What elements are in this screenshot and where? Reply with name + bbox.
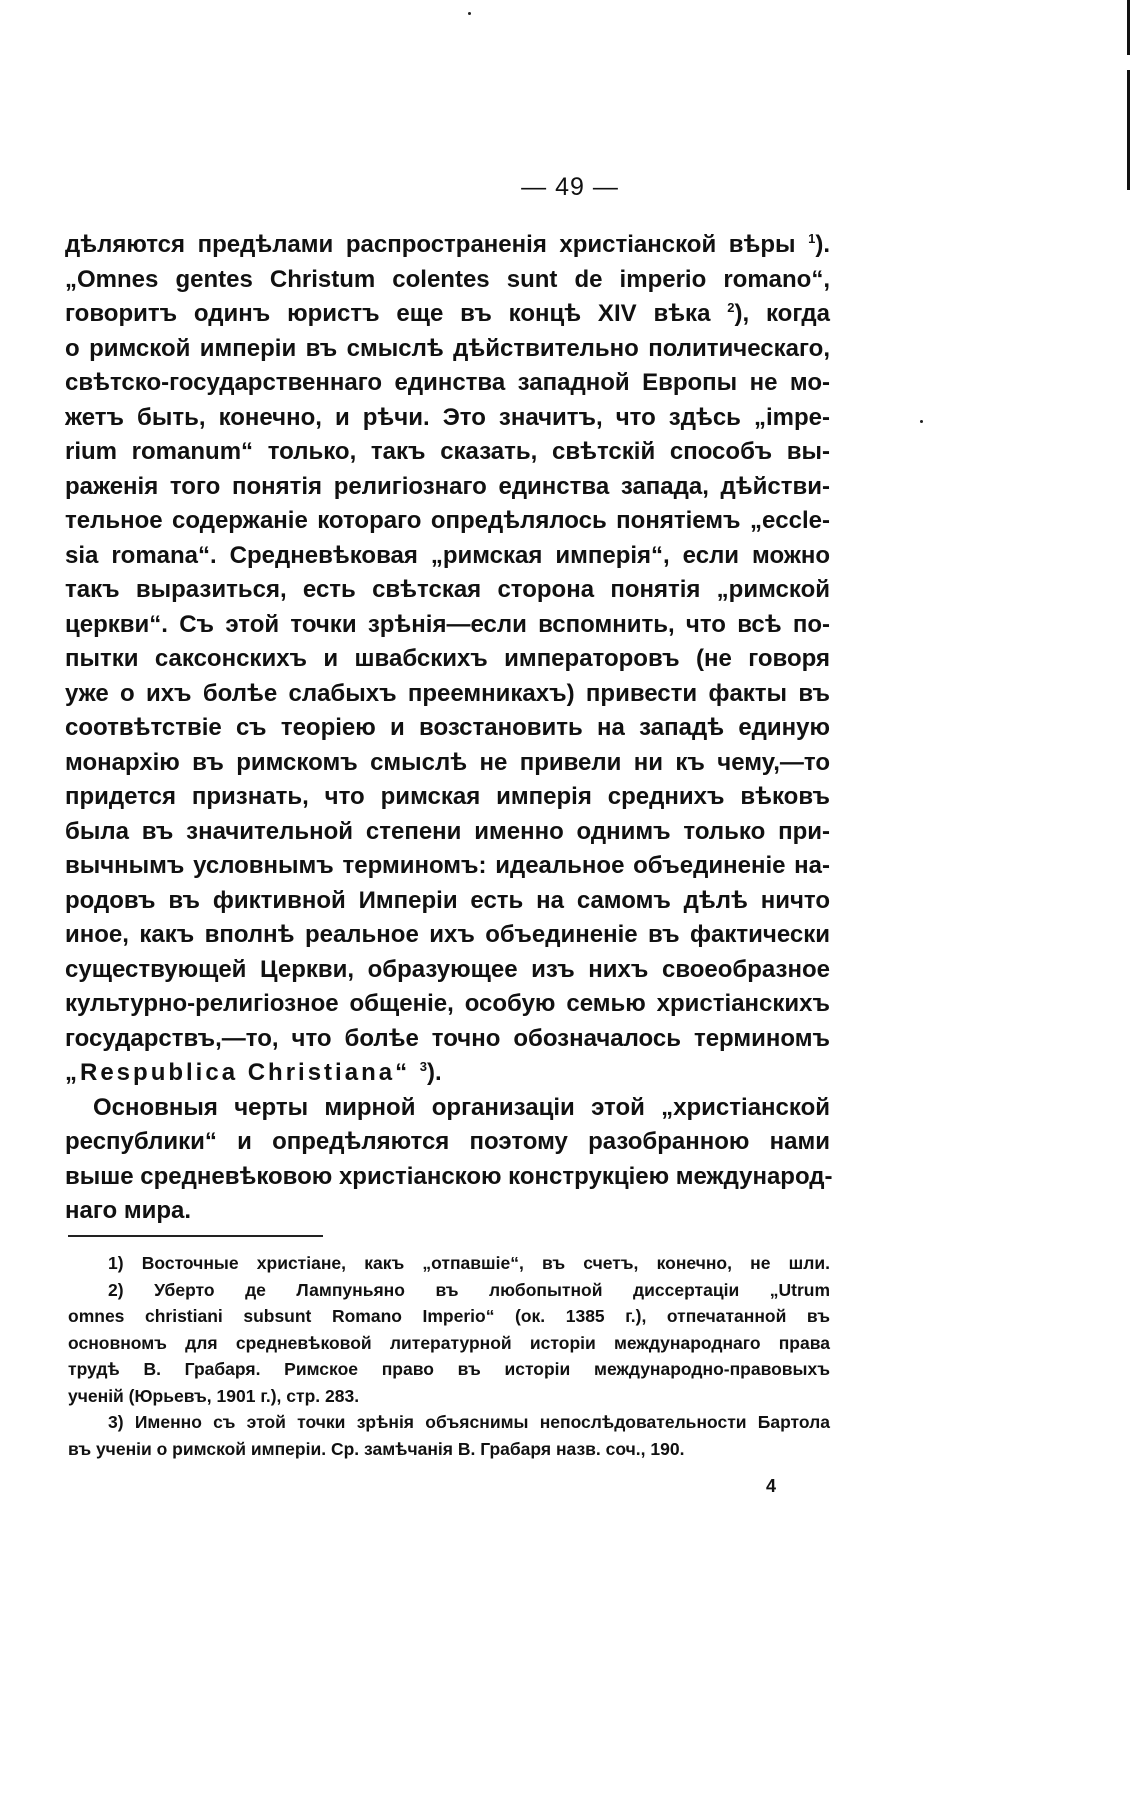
text-line: республики“ и опредѣляются поэтому разобранною нами (65, 1128, 830, 1155)
text-line: „Omnes gentes Christum colentes sunt de imperio romano“, (65, 265, 830, 293)
footnote-line: въ ученіи о римской имперіи. Ср. замѣчанія В. Грабаря назв. соч., 190. (68, 1438, 685, 1459)
footnote-line: omnes christiani subsunt Romano Imperio“ (ок. 1385 г.), отпечатанной въ (68, 1306, 830, 1326)
footnote-line: 3) Именно съ этой точки зрѣнія объяснимы непослѣдовательности Бартола (108, 1412, 830, 1432)
text-line: выше средневѣковою христіанскою конструкціею международ- (65, 1162, 833, 1190)
text-line: о римской имперіи въ смыслѣ дѣйствительно политическаго, (65, 334, 830, 362)
text-line: свѣтско-государственнаго единства западной Европы не мо- (65, 369, 830, 396)
text-line: rium romanum“ только, такъ сказать, свѣтскій способъ вы- (65, 438, 830, 465)
text-line: была въ значительной степени именно однимъ только при- (65, 817, 830, 845)
scan-edge-line-mid (1127, 70, 1130, 190)
main-text (65, 228, 833, 1229)
footnote-ref: 3 (419, 1059, 427, 1074)
text-line: говоритъ одинъ юристъ еще въ концѣ XIV вѣка $^2$), когда (65, 300, 830, 327)
text-line: тельное содержаніе котораго опредѣлялось понятіемъ „eccle- (65, 507, 830, 534)
text-line: родовъ въ фиктивной Имперіи есть на самомъ дѣлѣ ничто (65, 886, 830, 914)
scan-speck (468, 12, 471, 15)
text-line: иное, какъ вполнѣ реальное ихъ объединеніе въ фактически (65, 921, 830, 948)
text-line: sia romana“. Средневѣковая „римская имперія“, если можно (65, 541, 830, 569)
footnote-line: ученій (Юрьевъ, 1901 г.), стр. 283. (68, 1385, 360, 1406)
scan-speck (920, 420, 923, 423)
scan-edge-line-top (1127, 0, 1130, 55)
footnote-ref: 1 (808, 231, 816, 246)
text-line: дѣляются предѣлами распространенія христіанской вѣры $^1$). (65, 231, 830, 258)
page-number: — 49 — (521, 173, 619, 201)
text-line: наго мира. (65, 1197, 192, 1224)
footnotes (68, 1250, 830, 1462)
text-line: культурно-религіозное общеніе, особую семью христіанскихъ (65, 990, 830, 1017)
text-line: государствъ,—то, что болѣе точно обозначалось терминомъ (65, 1024, 830, 1052)
text-line: раженія того понятія религіознаго единства запада, дѣйстви- (65, 472, 830, 500)
text-line: жетъ быть, конечно, и рѣчи. Это значитъ, что здѣсь „impe- (65, 403, 830, 431)
text-line: церкви“. Съ этой точки зрѣнія—если вспомнить, что всѣ по- (65, 610, 830, 638)
text-line: уже о ихъ болѣе слабыхъ преемникахъ) привести факты въ (65, 679, 830, 707)
text-line: пытки саксонскихъ и швабскихъ императоровъ (не говоря (65, 645, 830, 672)
text-line: Основныя черты мирной организаціи этой „христіанской (93, 1093, 830, 1121)
footnote-separator (68, 1235, 323, 1237)
printer-signature: 4 (766, 1476, 777, 1496)
footnote-ref: 2 (727, 300, 735, 315)
text-line: „Respublica Christiana“ $^3$). (65, 1059, 442, 1086)
footnote-line: 2) Уберто де Лампуньяно въ любопытной диссертаціи „Utrum (108, 1279, 830, 1300)
text-line: существующей Церкви, образующее изъ нихъ своеобразное (65, 955, 830, 983)
footnote-line: 1) Восточные христіане, какъ „отпавшіе“, въ счетъ, конечно, не шли. (108, 1253, 830, 1273)
text-line: вычнымъ условнымъ терминомъ: идеальное объединеніе на- (65, 852, 830, 879)
text-line: такъ выразиться, есть свѣтская сторона понятія „римской (65, 576, 830, 603)
text-line: монархію въ римскомъ смыслѣ не привели ни къ чему,—то (65, 748, 830, 776)
text-line: придется признать, что римская имперія среднихъ вѣковъ (65, 783, 830, 810)
footnote-line: трудѣ В. Грабаря. Римское право въ исторіи международно-правовыхъ (68, 1359, 830, 1379)
text-line: соотвѣтствіе съ теоріею и возстановить на западѣ единую (65, 714, 830, 741)
footnote-line: основномъ для средневѣковой литературной исторіи международнаго права (68, 1332, 830, 1353)
